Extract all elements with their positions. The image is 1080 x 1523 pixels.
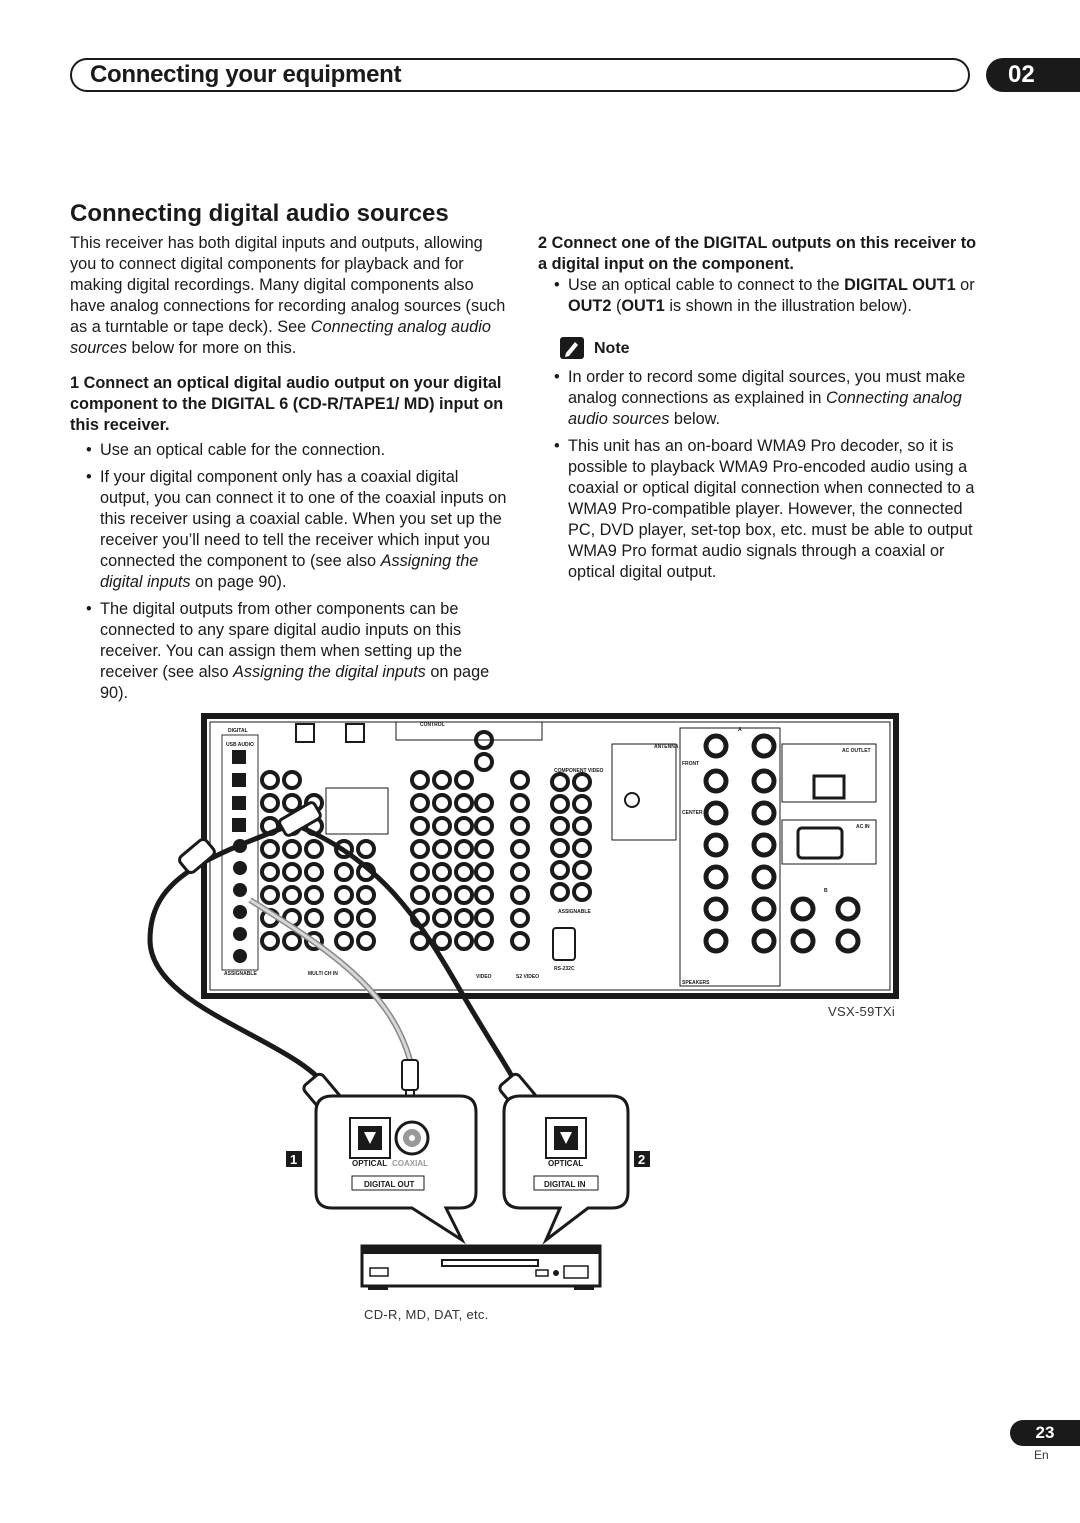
bullet-3-text-end: on page 90). (100, 663, 490, 702)
bullet-2-reference: Assigning the digital inputs (100, 552, 479, 591)
receiver-model-caption: VSX-59TXi (828, 1004, 896, 1019)
chapter-number: 02 (986, 58, 1080, 92)
section-title: Connecting digital audio sources (70, 200, 449, 227)
note-1-reference: Connecting analog audio sources (568, 389, 962, 428)
digital-out-label: DIGITAL OUT (364, 1180, 415, 1189)
panel-ac-outlet-label: AC OUTLET (842, 748, 871, 754)
intro-text-end: below for more on this. (127, 339, 297, 357)
component-caption: CD-R, MD, DAT, etc. (364, 1307, 489, 1322)
panel-usb-audio-label: USB AUDIO (226, 742, 254, 748)
bullet-2-text-end: on page 90). (190, 573, 287, 591)
panel-terminal-b-label: B (824, 888, 828, 894)
callout-2: 2 (638, 1152, 646, 1167)
digital-in-label: DIGITAL IN (544, 1180, 586, 1189)
out2-label: OUT2 (568, 297, 612, 315)
digital-out1-label: DIGITAL OUT1 (844, 276, 956, 294)
intro-text: This receiver has both digital inputs and outputs, allowing you to connect digital components for playback and for making digital recordings. Many digital components also have analog connections for recording analog sources (such as a turntable or tape deck). See (70, 234, 506, 336)
note-bullet-2: • This unit has an on-board WMA9 Pro decoder, so it is possible to playback WMA9 Pro-encoded audio using a coaxial or optical digital connection when connected to a WMA9 Pro-compatible player. However, the connected PC, DVD player, set-top box, etc. must be able to output WMA9 Pro format audio signals through a coaxial or optical digital output. (538, 436, 978, 583)
intro-reference: Connecting analog audio sources (70, 318, 491, 357)
panel-control-label: CONTROL (420, 722, 445, 728)
bullet-2-text: If your digital component only has a coaxial digital output, you can connect it to one of the coaxial inputs on this receiver using a coaxial cable. When you set up the receiver you’ll need to tell the receiver which input you connected the component to (see also (100, 468, 507, 570)
out1-label: OUT1 (621, 297, 665, 315)
digital-in-callout (504, 1096, 628, 1240)
coaxial-out-label: COAXIAL (392, 1159, 428, 1168)
step-1-bullet-1: • Use an optical cable for the connection. (70, 440, 510, 461)
step-2-bullet-text-end: is shown in the illustration below). (664, 297, 912, 315)
panel-assignable-right-label: ASSIGNABLE (558, 909, 591, 915)
callout-1: 1 (290, 1152, 298, 1167)
digital-out-callout (316, 1096, 476, 1240)
note-1-text: In order to record some digital sources, you must make analog connections as explained in (568, 368, 966, 407)
note-label: Note (594, 339, 630, 357)
panel-video-label: VIDEO (476, 974, 492, 980)
panel-assignable-left-label: ASSIGNABLE (224, 971, 257, 977)
panel-component-video-label: COMPONENT VIDEO (554, 768, 604, 774)
optical-out-label: OPTICAL (352, 1159, 388, 1168)
bullet-3-text: The digital outputs from other components can be connected to any spare digital audio inputs on this receiver. You can assign them when setting up the receiver (see also (100, 600, 463, 681)
note-1-text-end: below. (669, 410, 721, 428)
language-code: En (1034, 1448, 1049, 1462)
panel-s2-video-label: S2 VIDEO (516, 974, 540, 980)
panel-ac-in-label: AC IN (856, 824, 870, 830)
digital-recorder-device (362, 1246, 600, 1290)
optical-in-label: OPTICAL (548, 1159, 584, 1168)
panel-terminal-a-label: A (738, 727, 742, 733)
panel-antenna-label: ANTENNA (654, 744, 679, 750)
panel-speakers-label: SPEAKERS (682, 980, 710, 986)
paren-text: ( (611, 297, 622, 315)
or-text: or (955, 276, 975, 294)
panel-multi-ch-in-label: MULTI CH IN (308, 971, 338, 977)
receiver-rear-panel (204, 716, 896, 996)
panel-center-label: CENTER (682, 810, 703, 816)
bullet-3-reference: Assigning the digital inputs (233, 663, 426, 681)
chapter-title: Connecting your equipment (90, 61, 402, 88)
step-2-bullet-text: Use an optical cable to connect to the (568, 276, 845, 294)
step-2: 2 Connect one of the DIGITAL outputs on this receiver to a digital input on the component. (538, 234, 977, 273)
page-number: 23 (1010, 1420, 1080, 1446)
panel-digital-label: DIGITAL (228, 728, 248, 734)
panel-front-label: FRONT (682, 761, 700, 767)
panel-rs232c-label: RS-232C (554, 966, 575, 972)
step-1: 1 Connect an optical digital audio output on your digital component to the DIGITAL 6 (CD-R/TAPE1/ MD) input on this receiver. (70, 374, 504, 434)
